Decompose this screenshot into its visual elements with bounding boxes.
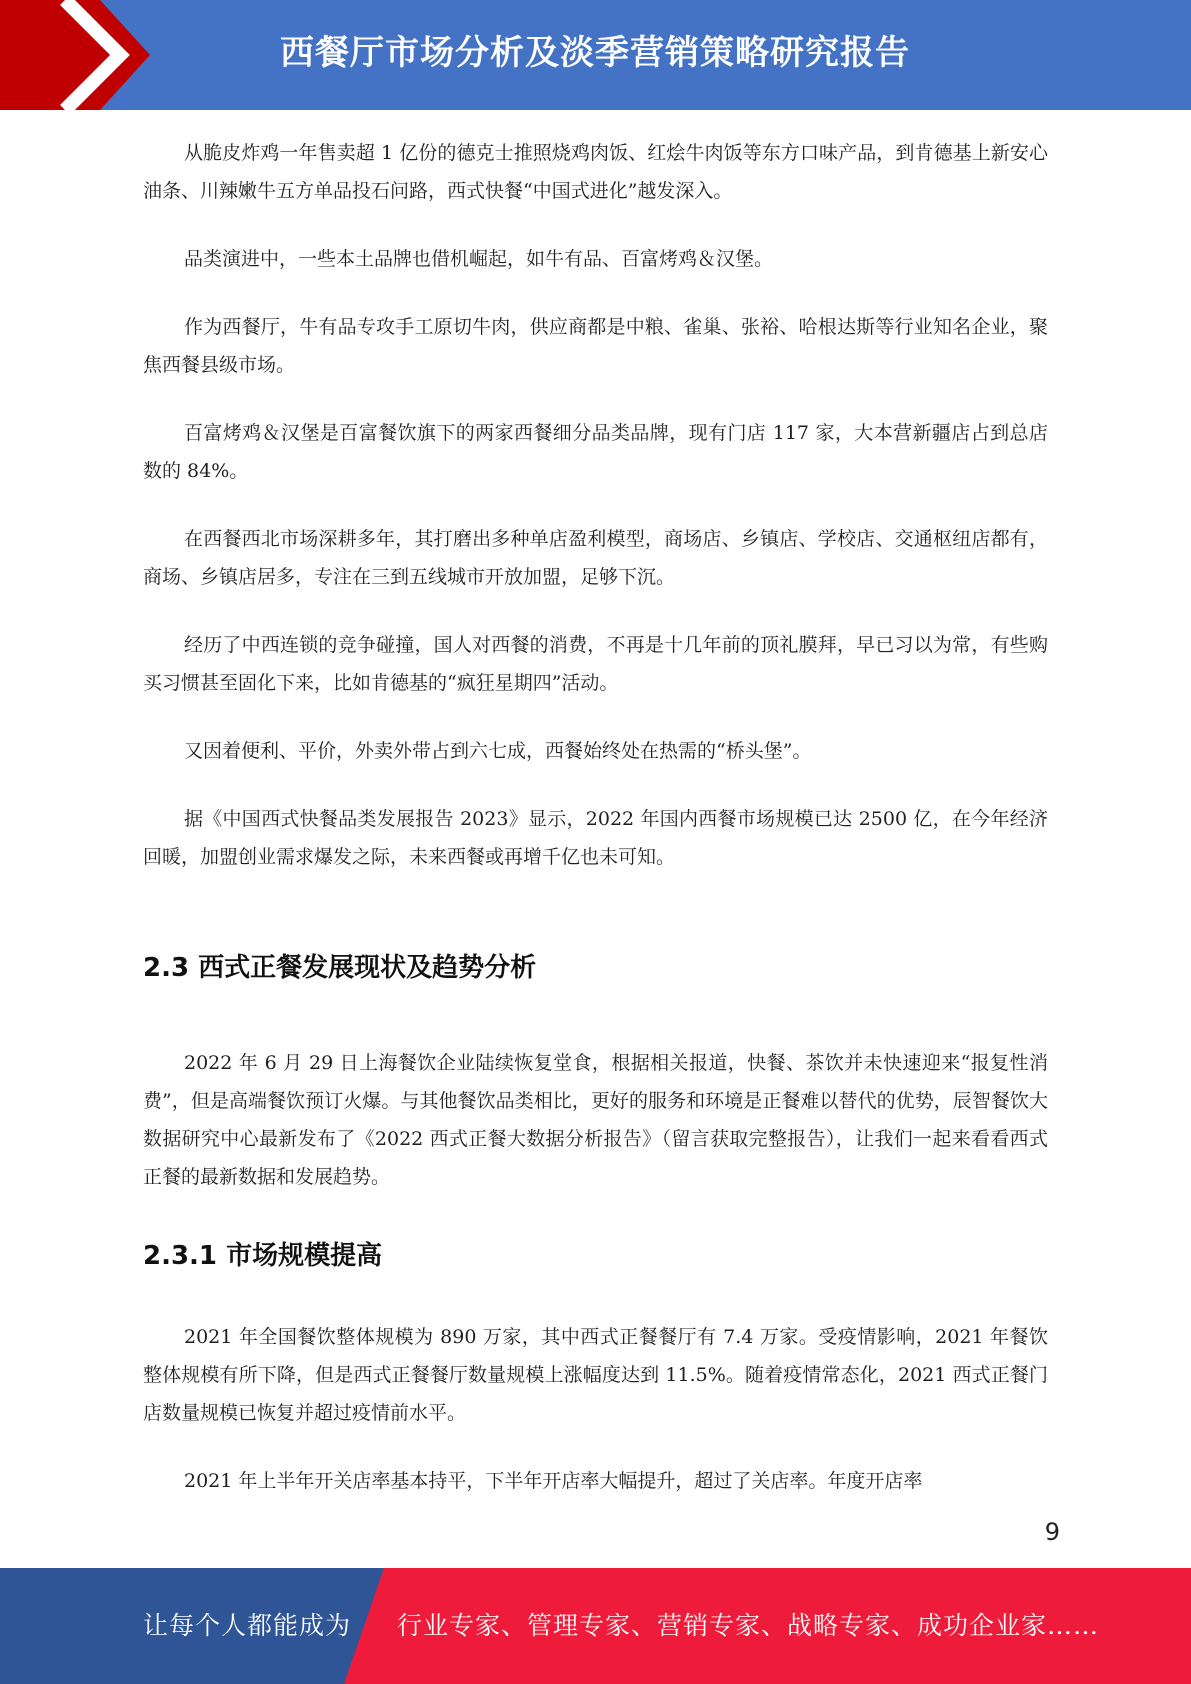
paragraph: 作为西餐厅，牛有品专攻手工原切牛肉，供应商都是中粮、雀巢、张裕、哈根达斯等行业知名企业，聚焦西餐县级市场。 bbox=[143, 316, 1048, 376]
page-number: 9 bbox=[1044, 1518, 1060, 1546]
footer-banner bbox=[0, 1568, 1191, 1684]
paragraph: 百富烤鸡＆汉堡是百富餐饮旗下的两家西餐细分品类品牌，现有门店 117 家，大本营新疆店占到总店数的 84%。 bbox=[143, 422, 1048, 482]
paragraph: 在西餐西北市场深耕多年，其打磨出多种单店盈利模型，商场店、乡镇店、学校店、交通枢纽店都有，商场、乡镇店居多，专注在三到五线城市开放加盟，足够下沉。 bbox=[143, 528, 1048, 588]
header-banner bbox=[0, 0, 1191, 110]
paragraph: 品类演进中，一些本土品牌也借机崛起，如牛有品、百富烤鸡＆汉堡。 bbox=[184, 248, 774, 270]
paragraph: 又因着便利、平价，外卖外带占到六七成，西餐始终处在热需的“桥头堡”。 bbox=[184, 740, 812, 762]
page-content bbox=[143, 134, 1048, 1500]
footer-slogan-left: 让每个人都能成为 bbox=[143, 1611, 352, 1640]
paragraph: 2021 年上半年开关店率基本持平，下半年开店率大幅提升，超过了关店率。年度开店率 bbox=[184, 1470, 923, 1492]
paragraph: 从脆皮炸鸡一年售卖超 1 亿份的德克士推照烧鸡肉饭、红烩牛肉饭等东方口味产品，到肯德基上新安心油条、川辣嫩牛五方单品投石问路，西式快餐“中国式进化”越发深入。 bbox=[143, 142, 1048, 202]
paragraph: 2021 年全国餐饮整体规模为 890 万家，其中西式正餐餐厅有 7.4 万家。受疫情影响，2021 年餐饮整体规模有所下降，但是西式正餐餐厅数量规模上涨幅度达到 11.5%。随着疫情常态化，2021 西式正餐门店数量规模已恢复并超过疫情前水平。 bbox=[143, 1326, 1048, 1424]
report-title: 西餐厅市场分析及淡季营销策略研究报告 bbox=[280, 33, 910, 73]
chevron-arrow-icon bbox=[0, 0, 160, 110]
paragraph: 据《中国西式快餐品类发展报告 2023》显示，2022 年国内西餐市场规模已达 2500 亿，在今年经济回暖，加盟创业需求爆发之际，未来西餐或再增千亿也未可知。 bbox=[143, 808, 1048, 868]
subsection-heading: 2.3.1 市场规模提高 bbox=[143, 1241, 383, 1271]
section-heading: 2.3 西式正餐发展现状及趋势分析 bbox=[143, 953, 537, 983]
paragraph: 经历了中西连锁的竞争碰撞，国人对西餐的消费，不再是十几年前的顶礼膜拜，早已习以为常，有些购买习惯甚至固化下来，比如肯德基的“疯狂星期四”活动。 bbox=[143, 634, 1048, 694]
footer-slogan-right: 行业专家、管理专家、营销专家、战略专家、成功企业家…… bbox=[397, 1611, 1100, 1640]
paragraph: 2022 年 6 月 29 日上海餐饮企业陆续恢复堂食，根据相关报道，快餐、茶饮并未快速迎来“报复性消费”，但是高端餐饮预订火爆。与其他餐饮品类相比，更好的服务和环境是正餐难以替代的优势，辰智餐饮大数据研究中心最新发布了《2022 西式正餐大数据分析报告》（留言获取完整报告），让我们一起来看看西式正餐的最新数据和发展趋势。 bbox=[143, 1052, 1048, 1188]
